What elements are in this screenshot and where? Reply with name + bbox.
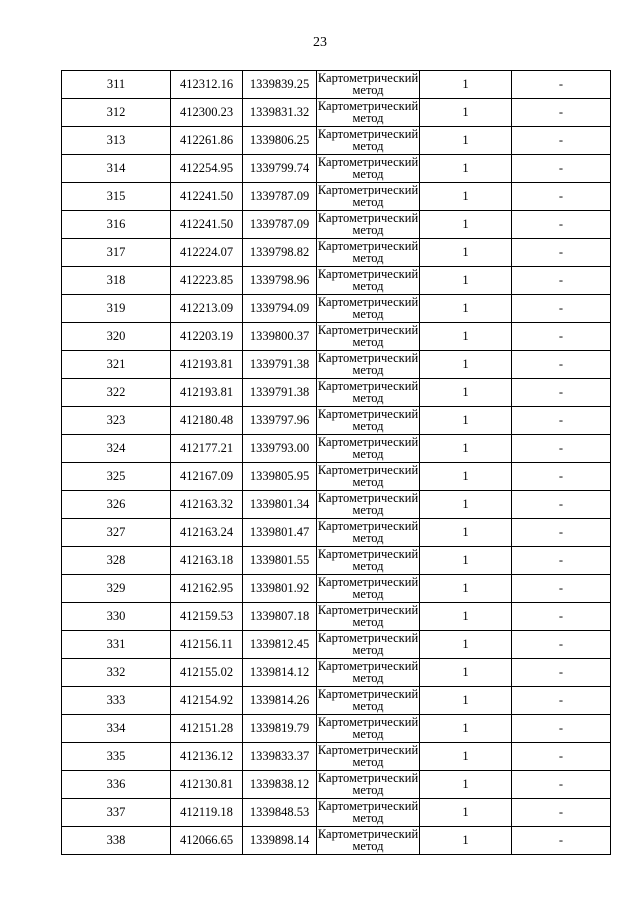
dash-cell: - bbox=[512, 435, 611, 463]
y-coordinate-cell: 1339807.18 bbox=[243, 603, 317, 631]
table-row bbox=[62, 99, 611, 127]
count-cell: 1 bbox=[420, 463, 512, 491]
table-row bbox=[62, 743, 611, 771]
x-coordinate-cell: 412261.86 bbox=[171, 127, 243, 155]
method-line-1: Картометрический bbox=[317, 380, 419, 393]
point-number-cell: 333 bbox=[62, 687, 171, 715]
table-row bbox=[62, 407, 611, 435]
method-line-2: метод bbox=[352, 391, 384, 405]
count-cell: 1 bbox=[420, 687, 512, 715]
method-cell bbox=[317, 351, 420, 379]
dash-cell: - bbox=[512, 827, 611, 855]
table-row bbox=[62, 267, 611, 295]
dash-cell: - bbox=[512, 659, 611, 687]
table-row bbox=[62, 71, 611, 99]
y-coordinate-cell: 1339831.32 bbox=[243, 99, 317, 127]
table-row bbox=[62, 771, 611, 799]
point-number-cell: 314 bbox=[62, 155, 171, 183]
dash-cell: - bbox=[512, 127, 611, 155]
method-text bbox=[317, 688, 419, 714]
method-text bbox=[317, 520, 419, 546]
method-line-2: метод bbox=[352, 755, 384, 769]
method-line-2: метод bbox=[352, 643, 384, 657]
count-cell: 1 bbox=[420, 435, 512, 463]
table-row bbox=[62, 687, 611, 715]
point-number-cell: 313 bbox=[62, 127, 171, 155]
y-coordinate-cell: 1339791.38 bbox=[243, 379, 317, 407]
dash-cell: - bbox=[512, 351, 611, 379]
method-line-1: Картометрический bbox=[317, 576, 419, 589]
method-line-2: метод bbox=[352, 615, 384, 629]
method-cell bbox=[317, 603, 420, 631]
table-row bbox=[62, 799, 611, 827]
method-line-2: метод bbox=[352, 363, 384, 377]
method-cell bbox=[317, 799, 420, 827]
method-text bbox=[317, 156, 419, 182]
dash-cell: - bbox=[512, 239, 611, 267]
count-cell: 1 bbox=[420, 127, 512, 155]
method-text bbox=[317, 604, 419, 630]
method-text bbox=[317, 72, 419, 98]
method-line-2: метод bbox=[352, 279, 384, 293]
table-row bbox=[62, 351, 611, 379]
method-cell bbox=[317, 99, 420, 127]
point-number-cell: 327 bbox=[62, 519, 171, 547]
table-row bbox=[62, 715, 611, 743]
x-coordinate-cell: 412193.81 bbox=[171, 379, 243, 407]
count-cell: 1 bbox=[420, 491, 512, 519]
method-line-2: метод bbox=[352, 699, 384, 713]
method-text bbox=[317, 212, 419, 238]
method-line-2: метод bbox=[352, 195, 384, 209]
y-coordinate-cell: 1339793.00 bbox=[243, 435, 317, 463]
count-cell: 1 bbox=[420, 99, 512, 127]
method-cell bbox=[317, 771, 420, 799]
x-coordinate-cell: 412167.09 bbox=[171, 463, 243, 491]
method-cell bbox=[317, 379, 420, 407]
point-number-cell: 323 bbox=[62, 407, 171, 435]
y-coordinate-cell: 1339791.38 bbox=[243, 351, 317, 379]
method-line-1: Картометрический bbox=[317, 184, 419, 197]
method-line-2: метод bbox=[352, 811, 384, 825]
method-text bbox=[317, 324, 419, 350]
method-line-1: Картометрический bbox=[317, 492, 419, 505]
x-coordinate-cell: 412130.81 bbox=[171, 771, 243, 799]
method-cell bbox=[317, 267, 420, 295]
method-line-2: метод bbox=[352, 83, 384, 97]
count-cell: 1 bbox=[420, 239, 512, 267]
x-coordinate-cell: 412159.53 bbox=[171, 603, 243, 631]
count-cell: 1 bbox=[420, 183, 512, 211]
y-coordinate-cell: 1339798.96 bbox=[243, 267, 317, 295]
method-line-2: метод bbox=[352, 335, 384, 349]
y-coordinate-cell: 1339797.96 bbox=[243, 407, 317, 435]
x-coordinate-cell: 412254.95 bbox=[171, 155, 243, 183]
table-row bbox=[62, 575, 611, 603]
dash-cell: - bbox=[512, 743, 611, 771]
count-cell: 1 bbox=[420, 743, 512, 771]
method-cell bbox=[317, 127, 420, 155]
y-coordinate-cell: 1339787.09 bbox=[243, 183, 317, 211]
y-coordinate-cell: 1339814.26 bbox=[243, 687, 317, 715]
x-coordinate-cell: 412155.02 bbox=[171, 659, 243, 687]
table-row bbox=[62, 547, 611, 575]
count-cell: 1 bbox=[420, 631, 512, 659]
x-coordinate-cell: 412156.11 bbox=[171, 631, 243, 659]
method-cell bbox=[317, 435, 420, 463]
point-number-cell: 332 bbox=[62, 659, 171, 687]
x-coordinate-cell: 412066.65 bbox=[171, 827, 243, 855]
method-cell bbox=[317, 743, 420, 771]
dash-cell: - bbox=[512, 463, 611, 491]
method-line-1: Картометрический bbox=[317, 744, 419, 757]
y-coordinate-cell: 1339819.79 bbox=[243, 715, 317, 743]
x-coordinate-cell: 412119.18 bbox=[171, 799, 243, 827]
method-line-2: метод bbox=[352, 111, 384, 125]
x-coordinate-cell: 412241.50 bbox=[171, 211, 243, 239]
count-cell: 1 bbox=[420, 71, 512, 99]
method-cell bbox=[317, 323, 420, 351]
count-cell: 1 bbox=[420, 771, 512, 799]
point-number-cell: 328 bbox=[62, 547, 171, 575]
y-coordinate-cell: 1339801.55 bbox=[243, 547, 317, 575]
x-coordinate-cell: 412154.92 bbox=[171, 687, 243, 715]
method-text bbox=[317, 828, 419, 854]
method-cell bbox=[317, 491, 420, 519]
point-number-cell: 329 bbox=[62, 575, 171, 603]
point-number-cell: 311 bbox=[62, 71, 171, 99]
method-line-1: Картометрический bbox=[317, 156, 419, 169]
method-line-1: Картометрический bbox=[317, 296, 419, 309]
y-coordinate-cell: 1339839.25 bbox=[243, 71, 317, 99]
method-text bbox=[317, 744, 419, 770]
point-number-cell: 335 bbox=[62, 743, 171, 771]
method-line-1: Картометрический bbox=[317, 660, 419, 673]
method-line-2: метод bbox=[352, 727, 384, 741]
method-line-1: Картометрический bbox=[317, 128, 419, 141]
table-row bbox=[62, 155, 611, 183]
method-cell bbox=[317, 71, 420, 99]
table-row bbox=[62, 379, 611, 407]
method-line-2: метод bbox=[352, 167, 384, 181]
x-coordinate-cell: 412312.16 bbox=[171, 71, 243, 99]
y-coordinate-cell: 1339794.09 bbox=[243, 295, 317, 323]
point-number-cell: 336 bbox=[62, 771, 171, 799]
count-cell: 1 bbox=[420, 155, 512, 183]
y-coordinate-cell: 1339838.12 bbox=[243, 771, 317, 799]
method-text bbox=[317, 576, 419, 602]
method-line-2: метод bbox=[352, 223, 384, 237]
x-coordinate-cell: 412163.24 bbox=[171, 519, 243, 547]
count-cell: 1 bbox=[420, 659, 512, 687]
method-line-1: Картометрический bbox=[317, 212, 419, 225]
method-cell bbox=[317, 183, 420, 211]
y-coordinate-cell: 1339814.12 bbox=[243, 659, 317, 687]
point-number-cell: 316 bbox=[62, 211, 171, 239]
point-number-cell: 331 bbox=[62, 631, 171, 659]
y-coordinate-cell: 1339800.37 bbox=[243, 323, 317, 351]
method-cell bbox=[317, 407, 420, 435]
method-cell bbox=[317, 631, 420, 659]
method-text bbox=[317, 800, 419, 826]
point-number-cell: 337 bbox=[62, 799, 171, 827]
method-line-2: метод bbox=[352, 671, 384, 685]
table-row bbox=[62, 827, 611, 855]
y-coordinate-cell: 1339805.95 bbox=[243, 463, 317, 491]
method-text bbox=[317, 408, 419, 434]
dash-cell: - bbox=[512, 99, 611, 127]
x-coordinate-cell: 412223.85 bbox=[171, 267, 243, 295]
table-row bbox=[62, 323, 611, 351]
method-line-1: Картометрический bbox=[317, 436, 419, 449]
count-cell: 1 bbox=[420, 519, 512, 547]
method-text bbox=[317, 464, 419, 490]
dash-cell: - bbox=[512, 771, 611, 799]
point-number-cell: 318 bbox=[62, 267, 171, 295]
x-coordinate-cell: 412180.48 bbox=[171, 407, 243, 435]
point-number-cell: 334 bbox=[62, 715, 171, 743]
method-line-1: Картометрический bbox=[317, 772, 419, 785]
method-line-1: Картометрический bbox=[317, 632, 419, 645]
method-text bbox=[317, 548, 419, 574]
method-line-1: Картометрический bbox=[317, 324, 419, 337]
y-coordinate-cell: 1339801.47 bbox=[243, 519, 317, 547]
dash-cell: - bbox=[512, 183, 611, 211]
method-text bbox=[317, 436, 419, 462]
dash-cell: - bbox=[512, 491, 611, 519]
method-text bbox=[317, 716, 419, 742]
method-cell bbox=[317, 659, 420, 687]
method-cell bbox=[317, 575, 420, 603]
method-text bbox=[317, 380, 419, 406]
count-cell: 1 bbox=[420, 351, 512, 379]
method-line-2: метод bbox=[352, 587, 384, 601]
x-coordinate-cell: 412241.50 bbox=[171, 183, 243, 211]
count-cell: 1 bbox=[420, 547, 512, 575]
x-coordinate-cell: 412224.07 bbox=[171, 239, 243, 267]
count-cell: 1 bbox=[420, 575, 512, 603]
method-line-2: метод bbox=[352, 447, 384, 461]
table-row bbox=[62, 295, 611, 323]
method-text bbox=[317, 184, 419, 210]
y-coordinate-cell: 1339801.92 bbox=[243, 575, 317, 603]
count-cell: 1 bbox=[420, 379, 512, 407]
method-cell bbox=[317, 715, 420, 743]
method-text bbox=[317, 240, 419, 266]
point-number-cell: 326 bbox=[62, 491, 171, 519]
dash-cell: - bbox=[512, 547, 611, 575]
y-coordinate-cell: 1339833.37 bbox=[243, 743, 317, 771]
method-text bbox=[317, 660, 419, 686]
x-coordinate-cell: 412136.12 bbox=[171, 743, 243, 771]
method-cell bbox=[317, 295, 420, 323]
method-line-2: метод bbox=[352, 531, 384, 545]
table-row bbox=[62, 239, 611, 267]
y-coordinate-cell: 1339806.25 bbox=[243, 127, 317, 155]
table-row bbox=[62, 211, 611, 239]
dash-cell: - bbox=[512, 687, 611, 715]
count-cell: 1 bbox=[420, 323, 512, 351]
method-cell bbox=[317, 239, 420, 267]
dash-cell: - bbox=[512, 715, 611, 743]
method-cell bbox=[317, 463, 420, 491]
point-number-cell: 321 bbox=[62, 351, 171, 379]
dash-cell: - bbox=[512, 379, 611, 407]
method-text bbox=[317, 632, 419, 658]
method-line-2: метод bbox=[352, 503, 384, 517]
count-cell: 1 bbox=[420, 211, 512, 239]
dash-cell: - bbox=[512, 631, 611, 659]
point-number-cell: 322 bbox=[62, 379, 171, 407]
method-cell bbox=[317, 155, 420, 183]
method-text bbox=[317, 100, 419, 126]
table-row bbox=[62, 463, 611, 491]
method-line-1: Картометрический bbox=[317, 604, 419, 617]
table-row bbox=[62, 127, 611, 155]
method-text bbox=[317, 268, 419, 294]
method-text bbox=[317, 128, 419, 154]
dash-cell: - bbox=[512, 267, 611, 295]
coordinates-table-body bbox=[62, 71, 611, 855]
method-line-1: Картометрический bbox=[317, 408, 419, 421]
x-coordinate-cell: 412213.09 bbox=[171, 295, 243, 323]
dash-cell: - bbox=[512, 71, 611, 99]
method-line-1: Картометрический bbox=[317, 688, 419, 701]
count-cell: 1 bbox=[420, 267, 512, 295]
point-number-cell: 312 bbox=[62, 99, 171, 127]
x-coordinate-cell: 412163.18 bbox=[171, 547, 243, 575]
method-line-1: Картометрический bbox=[317, 268, 419, 281]
x-coordinate-cell: 412177.21 bbox=[171, 435, 243, 463]
table-row bbox=[62, 603, 611, 631]
method-line-2: метод bbox=[352, 559, 384, 573]
method-text bbox=[317, 352, 419, 378]
x-coordinate-cell: 412151.28 bbox=[171, 715, 243, 743]
y-coordinate-cell: 1339898.14 bbox=[243, 827, 317, 855]
point-number-cell: 319 bbox=[62, 295, 171, 323]
table-row bbox=[62, 519, 611, 547]
x-coordinate-cell: 412203.19 bbox=[171, 323, 243, 351]
table-row bbox=[62, 631, 611, 659]
method-line-2: метод bbox=[352, 839, 384, 853]
method-line-1: Картометрический bbox=[317, 800, 419, 813]
y-coordinate-cell: 1339799.74 bbox=[243, 155, 317, 183]
dash-cell: - bbox=[512, 323, 611, 351]
x-coordinate-cell: 412193.81 bbox=[171, 351, 243, 379]
point-number-cell: 338 bbox=[62, 827, 171, 855]
y-coordinate-cell: 1339787.09 bbox=[243, 211, 317, 239]
method-line-1: Картометрический bbox=[317, 72, 419, 85]
x-coordinate-cell: 412300.23 bbox=[171, 99, 243, 127]
method-cell bbox=[317, 687, 420, 715]
method-line-1: Картометрический bbox=[317, 548, 419, 561]
method-text bbox=[317, 492, 419, 518]
point-number-cell: 317 bbox=[62, 239, 171, 267]
count-cell: 1 bbox=[420, 715, 512, 743]
method-text bbox=[317, 772, 419, 798]
method-cell bbox=[317, 827, 420, 855]
y-coordinate-cell: 1339801.34 bbox=[243, 491, 317, 519]
dash-cell: - bbox=[512, 603, 611, 631]
method-cell bbox=[317, 547, 420, 575]
method-line-1: Картометрический bbox=[317, 520, 419, 533]
count-cell: 1 bbox=[420, 799, 512, 827]
method-text bbox=[317, 296, 419, 322]
method-cell bbox=[317, 211, 420, 239]
dash-cell: - bbox=[512, 799, 611, 827]
method-line-2: метод bbox=[352, 475, 384, 489]
x-coordinate-cell: 412162.95 bbox=[171, 575, 243, 603]
dash-cell: - bbox=[512, 155, 611, 183]
count-cell: 1 bbox=[420, 827, 512, 855]
method-line-2: метод bbox=[352, 251, 384, 265]
method-line-2: метод bbox=[352, 419, 384, 433]
method-line-1: Картометрический bbox=[317, 352, 419, 365]
table-row bbox=[62, 183, 611, 211]
y-coordinate-cell: 1339798.82 bbox=[243, 239, 317, 267]
dash-cell: - bbox=[512, 407, 611, 435]
dash-cell: - bbox=[512, 575, 611, 603]
dash-cell: - bbox=[512, 211, 611, 239]
x-coordinate-cell: 412163.32 bbox=[171, 491, 243, 519]
coordinates-table bbox=[61, 70, 611, 855]
method-cell bbox=[317, 519, 420, 547]
point-number-cell: 325 bbox=[62, 463, 171, 491]
point-number-cell: 324 bbox=[62, 435, 171, 463]
point-number-cell: 315 bbox=[62, 183, 171, 211]
dash-cell: - bbox=[512, 295, 611, 323]
count-cell: 1 bbox=[420, 407, 512, 435]
method-line-1: Картометрический bbox=[317, 240, 419, 253]
table-row bbox=[62, 491, 611, 519]
count-cell: 1 bbox=[420, 295, 512, 323]
point-number-cell: 330 bbox=[62, 603, 171, 631]
table-row bbox=[62, 435, 611, 463]
method-line-1: Картометрический bbox=[317, 716, 419, 729]
point-number-cell: 320 bbox=[62, 323, 171, 351]
table-row bbox=[62, 659, 611, 687]
dash-cell: - bbox=[512, 519, 611, 547]
method-line-1: Картометрический bbox=[317, 100, 419, 113]
method-line-2: метод bbox=[352, 783, 384, 797]
page-number: 23 bbox=[313, 35, 327, 50]
method-line-1: Картометрический bbox=[317, 828, 419, 841]
count-cell: 1 bbox=[420, 603, 512, 631]
method-line-1: Картометрический bbox=[317, 464, 419, 477]
method-line-2: метод bbox=[352, 139, 384, 153]
method-line-2: метод bbox=[352, 307, 384, 321]
y-coordinate-cell: 1339812.45 bbox=[243, 631, 317, 659]
y-coordinate-cell: 1339848.53 bbox=[243, 799, 317, 827]
